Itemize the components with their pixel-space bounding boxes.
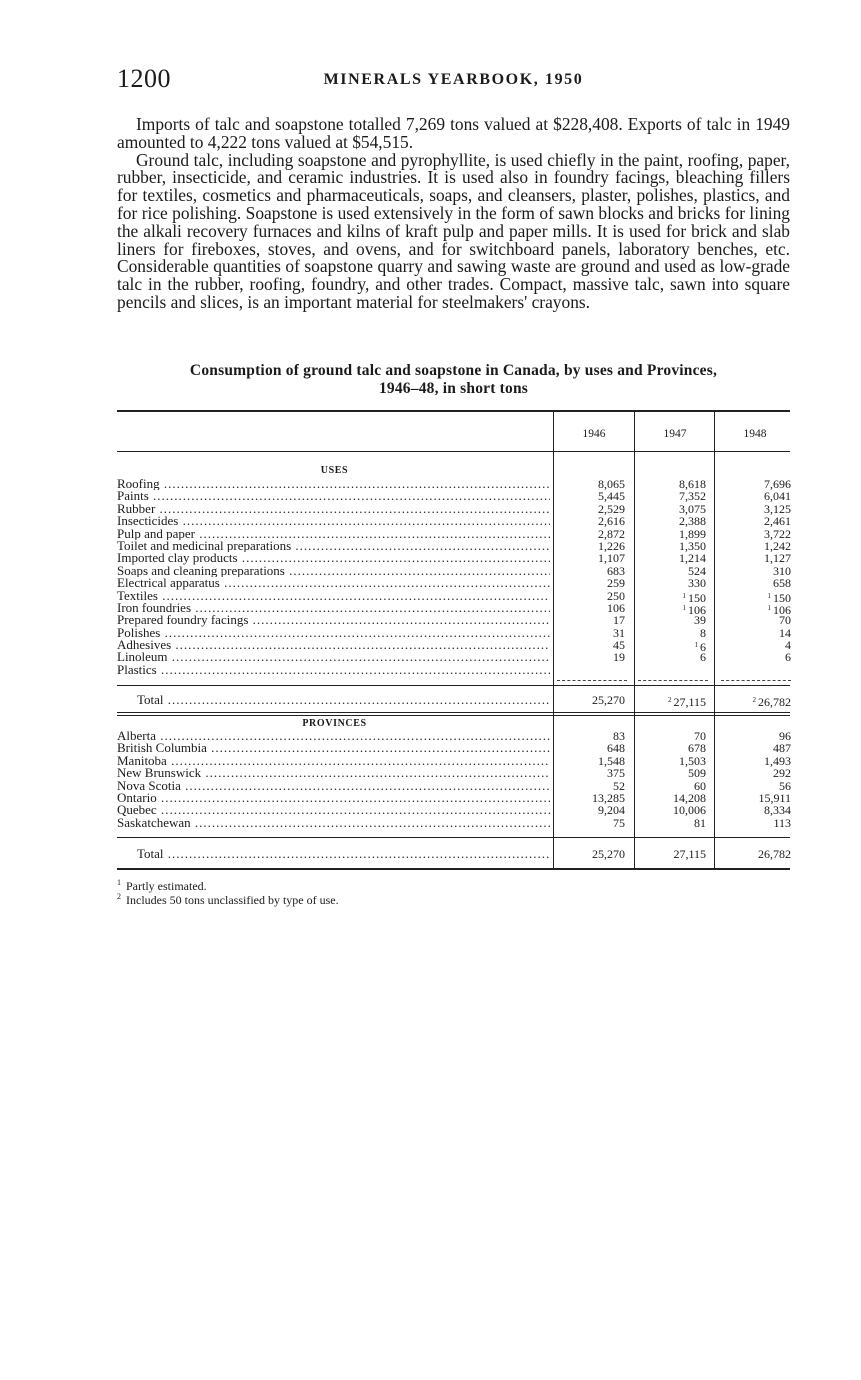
table-row	[117, 651, 790, 663]
body-text	[117, 116, 790, 312]
row-label: New Brunswick .....	[117, 767, 550, 779]
cell-value: $^1$ 150	[682, 590, 706, 605]
row-label: Manitoba .....	[117, 755, 550, 767]
row-label: Alberta .....	[117, 730, 550, 742]
row-label: Polishes .....	[117, 627, 550, 639]
footnote-2: 2 Includes 50 tons unclassified by type of use.	[117, 892, 339, 907]
cell-value: 52	[613, 778, 625, 793]
cell-value: 106	[607, 600, 625, 615]
row-label: Textiles .....	[117, 590, 550, 602]
row-label: Linoleum .....	[117, 651, 550, 663]
cell-value: 1,899	[679, 526, 706, 541]
separator-dashes	[557, 680, 627, 681]
table-row	[117, 664, 790, 676]
cell-value: $^1$ 6	[694, 640, 706, 655]
cell-value: 2,872	[598, 526, 625, 541]
cell-value: 10,006	[673, 803, 706, 818]
row-label: Soaps and cleaning preparations .....	[117, 565, 550, 577]
cell-value: 3,722	[764, 526, 791, 541]
footnote-1: 1 Partly estimated.	[117, 878, 207, 893]
cell-value: 2,388	[679, 514, 706, 529]
province-rows	[117, 730, 790, 829]
separator-dashes	[638, 680, 708, 681]
cell-value: 658	[773, 576, 791, 591]
cell-value: 31	[613, 625, 625, 640]
footnote-marker: 1	[694, 641, 698, 650]
footnotes	[117, 879, 339, 907]
cell-value: 70	[694, 729, 706, 743]
column-header-1946: 1946	[582, 428, 606, 440]
cell-value: $^1$ 106	[682, 602, 706, 617]
page-header	[117, 64, 790, 98]
table-row	[117, 600, 791, 617]
footnote-marker: 1	[767, 591, 771, 600]
cell-value: $^2$ 27,115	[667, 695, 706, 709]
cell-value: 292	[773, 766, 791, 781]
cell-value: 8,065	[598, 477, 625, 491]
paragraph-uses: Ground talc, including soapstone and pyrophyllite, is used chiefly in the paint, roofing, paper, rubber, insecticide, and ceramic industries. It is used also in foundry facings, bleaching fillers for textiles, cosmetics and pharmaceuticals, soaps, and cleansers, plaster, polishes, plastics, and for rice polishing. Soapstone is used extensively in the form of sawn blocks and bricks for lining the alkali recovery furnaces and kilns of kraft pulp and paper mills. It is used for brick and slab liners for fireboxes, stoves, and ovens, and for switchboard panels, laboratory benches, etc. Considerable quantities of soapstone quarry and sawing waste are ground and used as low-grade talc in the rubber, roofing, foundry, and other trades. Compact, massive talc, sawn into square pencils and slices, is an important material for steelmakers' crayons.	[117, 149, 790, 312]
cell-value: 39	[694, 613, 706, 628]
cell-value: 60	[694, 778, 706, 793]
footnote-marker: 1	[767, 603, 771, 612]
cell-value: 14,208	[673, 790, 706, 805]
cell-value: 19	[613, 650, 625, 665]
table-row	[117, 627, 790, 639]
row-label: British Columbia .....	[117, 742, 550, 754]
cell-value: 14	[779, 625, 791, 640]
row-label: Imported clay products .....	[117, 552, 550, 564]
cell-value: 25,270	[592, 847, 625, 861]
cell-value: 1,548	[598, 753, 625, 768]
cell-value: 678	[688, 741, 706, 756]
cell-value: 1,226	[598, 538, 625, 553]
cell-value: 375	[607, 766, 625, 781]
cell-value: 25,270	[592, 693, 625, 707]
page-number: 1200	[117, 64, 171, 93]
total-label: Total .....	[137, 847, 550, 861]
cell-value: 648	[607, 741, 625, 756]
cell-value: 7,352	[679, 489, 706, 504]
cell-value: 1,503	[679, 753, 706, 768]
cell-value: 2,616	[598, 514, 625, 529]
table-row	[117, 614, 790, 626]
cell-value: 1,242	[764, 538, 791, 553]
separator-dashes	[721, 680, 791, 681]
row-label: Nova Scotia .....	[117, 780, 550, 792]
cell-value: 8,334	[764, 803, 791, 818]
row-label: Paints .....	[117, 490, 550, 502]
table-row	[117, 638, 791, 655]
section-double-rule	[117, 715, 790, 716]
cell-value: 15,911	[758, 790, 791, 805]
cell-value: $^1$ 106	[767, 602, 791, 617]
row-label: Adhesives .....	[117, 639, 550, 651]
cell-value: 83	[613, 729, 625, 743]
row-label: Insecticides .....	[117, 515, 550, 527]
footnote-marker: 1	[682, 591, 686, 600]
row-label: Plastics .....	[117, 664, 550, 676]
provinces-total-row	[117, 847, 790, 861]
cell-value: 8,618	[679, 477, 706, 491]
cell-value: 27,115	[673, 847, 706, 861]
row-label: Pulp and paper .....	[117, 528, 550, 540]
cell-value: 509	[688, 766, 706, 781]
section-heading-provinces: PROVINCES	[302, 718, 367, 729]
table-row	[117, 817, 790, 829]
cell-value: 4	[785, 638, 791, 653]
cell-value: 26,782	[758, 847, 791, 861]
section-double-rule	[117, 712, 790, 713]
uses-total-rule	[117, 685, 790, 686]
cell-value: 9,204	[598, 803, 625, 818]
uses-rows	[117, 478, 790, 676]
row-label: Saskatchewan .....	[117, 817, 550, 829]
uses-total-row	[117, 693, 790, 707]
cell-value: 17	[613, 613, 625, 628]
cell-value: 45	[613, 638, 625, 653]
cell-value: 330	[688, 576, 706, 591]
footnote-marker: 2	[667, 696, 672, 704]
table-title-line-1: Consumption of ground talc and soapstone in Canada, by uses and Provinces,	[189, 362, 718, 379]
cell-value: 6	[785, 650, 791, 665]
cell-value: 3,075	[679, 501, 706, 516]
paragraph-imports: Imports of talc and soapstone totalled 7,269 tons valued at $228,408. Exports of talc in 1949 amounted to 4,222 tons valued at $54,515.	[117, 114, 790, 152]
row-label: Rubber .....	[117, 503, 550, 515]
table-row	[117, 804, 790, 816]
cell-value: 1,493	[764, 753, 791, 768]
row-label: Ontario .....	[117, 792, 550, 804]
cell-value: 113	[773, 815, 791, 830]
cell-value: 1,107	[598, 551, 625, 566]
cell-value: 1,127	[764, 551, 791, 566]
provinces-total-rule	[117, 837, 790, 838]
row-label: Electrical apparatus .....	[117, 577, 550, 589]
total-label: Total .....	[137, 693, 550, 707]
cell-value: 13,285	[592, 790, 625, 805]
table-top-rule	[117, 410, 790, 412]
row-label: Toilet and medicinal preparations .....	[117, 540, 550, 552]
cell-value: 96	[779, 729, 791, 743]
cell-value: 310	[773, 563, 791, 578]
section-heading-uses: USES	[320, 465, 349, 476]
consumption-table	[117, 410, 790, 876]
cell-value: 2,461	[764, 514, 791, 529]
table-header-rule	[117, 451, 790, 452]
cell-value: 683	[607, 563, 625, 578]
cell-value: $^2$ 26,782	[752, 695, 791, 709]
cell-value: 70	[779, 613, 791, 628]
cell-value: 487	[773, 741, 791, 756]
cell-value: 5,445	[598, 489, 625, 504]
column-header-1948: 1948	[743, 428, 767, 440]
cell-value: 2,529	[598, 501, 625, 516]
table-bottom-rule	[117, 868, 790, 870]
table-title	[117, 362, 790, 398]
row-label: Quebec .....	[117, 804, 550, 816]
cell-value: 6	[700, 650, 706, 665]
row-label: Prepared foundry facings .....	[117, 614, 550, 626]
cell-value: 3,125	[764, 501, 791, 516]
row-label: Iron foundries .....	[117, 602, 550, 614]
cell-value: 7,696	[764, 477, 791, 491]
footnote-marker: 1	[682, 603, 686, 612]
row-label: Roofing .....	[117, 478, 550, 490]
cell-value: 259	[607, 576, 625, 591]
table-title-line-2: 1946–48, in short tons	[378, 380, 529, 397]
cell-value: 75	[613, 815, 625, 830]
column-header-1947: 1947	[663, 428, 687, 440]
cell-value: 6,041	[764, 489, 791, 504]
cell-value: 250	[607, 588, 625, 603]
cell-value: 81	[694, 815, 706, 830]
cell-value: 524	[688, 563, 706, 578]
cell-value: $^1$ 150	[767, 590, 791, 605]
table-row	[117, 588, 791, 605]
footnote-marker: 2	[752, 696, 756, 704]
cell-value: 8	[700, 625, 706, 640]
cell-value: 1,350	[679, 538, 706, 553]
table-row	[117, 767, 790, 779]
running-title: MINERALS YEARBOOK, 1950	[323, 71, 584, 88]
table-row	[117, 577, 790, 589]
cell-value: 56	[779, 778, 791, 793]
cell-value: 1,214	[679, 551, 706, 566]
